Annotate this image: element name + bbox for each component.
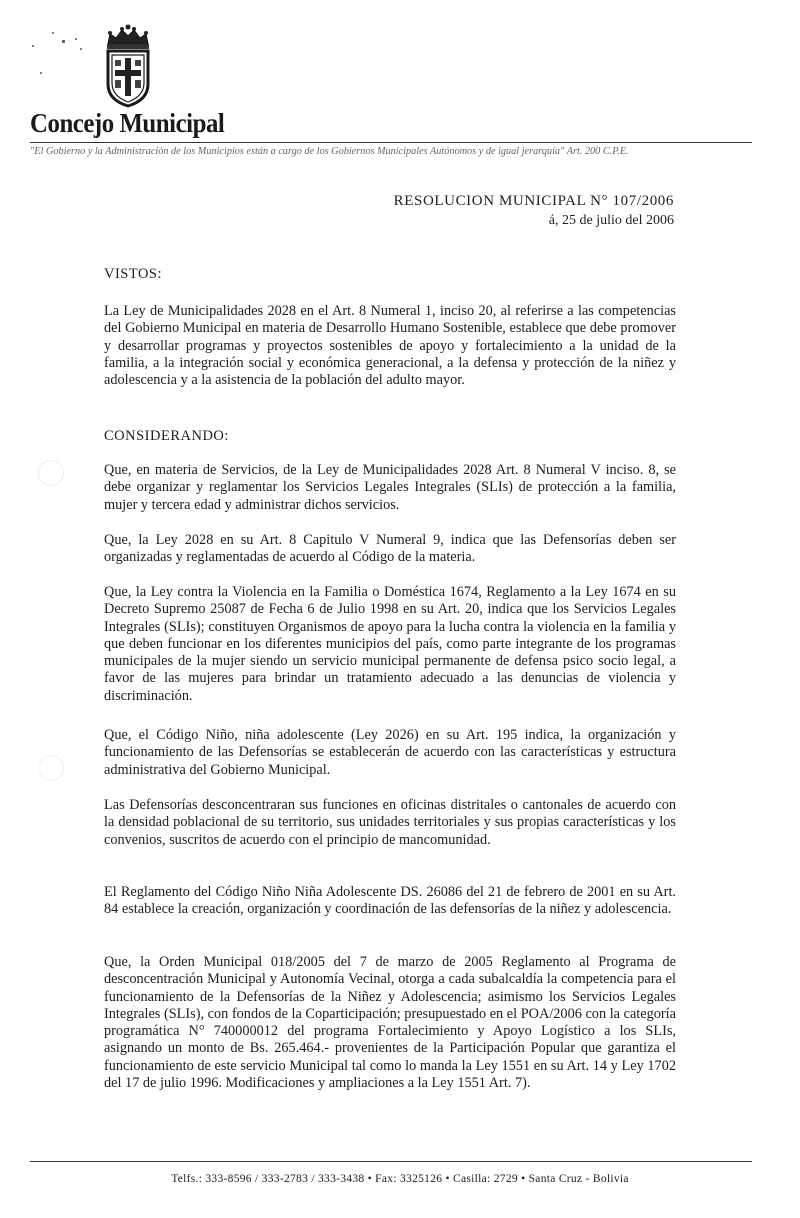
considerando-paragraph: El Reglamento del Código Niño Niña Adolescente DS. 26086 del 21 de febrero de 2001 en su Art. 84 establece la creación, organización y coordinación de las defensorías de la niñez y adolescencia. bbox=[104, 884, 676, 918]
considerando-heading: CONSIDERANDO: bbox=[104, 428, 229, 444]
scan-speck bbox=[62, 40, 65, 43]
punch-hole bbox=[38, 460, 64, 486]
scan-speck bbox=[52, 32, 54, 34]
coat-of-arms-icon bbox=[100, 22, 156, 108]
header-motto: "El Gobierno y la Administración de los Municipios están a cargo de los Gobiernos Municipales Autónomos y de igual jerarquía" Art. 200 C.P.E. bbox=[30, 146, 629, 157]
resolution-title: RESOLUCION MUNICIPAL N° 107/2006 bbox=[393, 193, 674, 209]
considerando-paragraph: Que, el Código Niño, niña adolescente (Ley 2026) en su Art. 195 indica, la organización y funcionamiento de las Defensorías se establecerán de acuerdo con las características y estructura administrativa del Gobierno Municipal. bbox=[104, 727, 676, 778]
scan-speck bbox=[40, 72, 42, 74]
footer-contact: Telfs.: 333-8596 / 333-2783 / 333-3438 • Fax: 3325126 • Casilla: 2729 • Santa Cruz - Bolivia bbox=[171, 1173, 629, 1185]
scan-speck bbox=[75, 38, 77, 40]
considerando-paragraph: Las Defensorías desconcentraran sus funciones en oficinas distritales o cantonales de acuerdo con la densidad poblacional de su territorio, sus unidades territoriales y sus propias características y los convenios, suscritos de acuerdo con el principio de mancomunidad. bbox=[104, 797, 676, 848]
considerando-paragraph: Que, la Ley contra la Violencia en la Familia o Doméstica 1674, Reglamento a la Ley 1674 en su Decreto Supremo 25087 de Fecha 6 de Julio 1998 en su Art. 20, indica que los Servicios Legales Integrales (SLIs); constituyen Organismos de apoyo para la lucha contra la violencia en la familia y que deben funcionar en los diferentes municipios del país, como parte integrante de los programas municipales de la mujer siendo un servicio municipal permanente de defensa psico socio legal, a favor de las mujeres para brindar un tratamiento adecuado a las denuncias de violencia y discriminación. bbox=[104, 584, 676, 704]
scan-speck bbox=[32, 45, 34, 47]
punch-hole bbox=[38, 755, 64, 781]
header-divider bbox=[30, 142, 752, 143]
resolution-date: á, 25 de julio del 2006 bbox=[548, 213, 674, 228]
considerando-paragraph: Que, la Orden Municipal 018/2005 del 7 de marzo de 2005 Reglamento al Programa de desconcentración Municipal y Autonomía Vecinal, otorga a cada subalcaldía la competencia para el funcionamiento de la Defensorías de la Niñez y Adolescencia; asimismo los Servicios Legales Integrales (SLIs), con fondos de la Coparticipación; presupuestado en el POA/2006 con la categoría programática N° 740000012 del programa Fortalecimiento y Apoyo Logístico a los SLIs, asignando un monto de Bs. 265.464.- provenientes de la Participación Popular que garantiza el funcionamiento de este servicio Municipal tal como lo manda la Ley 1551 en su Art. 14 y Ley 1702 del 17 de julio 1996. Modificaciones y ampliaciones a la Ley 1551 Art. 7). bbox=[104, 954, 676, 1092]
considerando-paragraph: Que, la Ley 2028 en su Art. 8 Capitulo V Numeral 9, indica que las Defensorías deben ser organizadas y reglamentadas de acuerdo al Código de la materia. bbox=[104, 532, 676, 566]
scan-speck bbox=[80, 48, 82, 50]
vistos-paragraph: La Ley de Municipalidades 2028 en el Art. 8 Numeral 1, inciso 20, al referirse a las competencias del Gobierno Municipal en materia de Desarrollo Humano Sostenible, establece que debe promover y desarrollar programas y proyectos sostenibles de apoyo y fortalecimiento a la unidad de la familia, a la integración social y económica generacional, a la defensa y protección de la niñez y adolescencia y a la asistencia de la población del adulto mayor. bbox=[104, 303, 676, 389]
footer-divider bbox=[30, 1161, 752, 1162]
considerando-paragraph: Que, en materia de Servicios, de la Ley de Municipalidades 2028 Art. 8 Numeral V inciso. 8, se debe organizar y reglamentar los Servicios Legales Integrales (SLIs) de protección a la familia, mujer y tercera edad y administrar dichos servicios. bbox=[104, 462, 676, 513]
org-name: Concejo Municipal bbox=[30, 108, 225, 138]
vistos-heading: VISTOS: bbox=[104, 266, 163, 282]
